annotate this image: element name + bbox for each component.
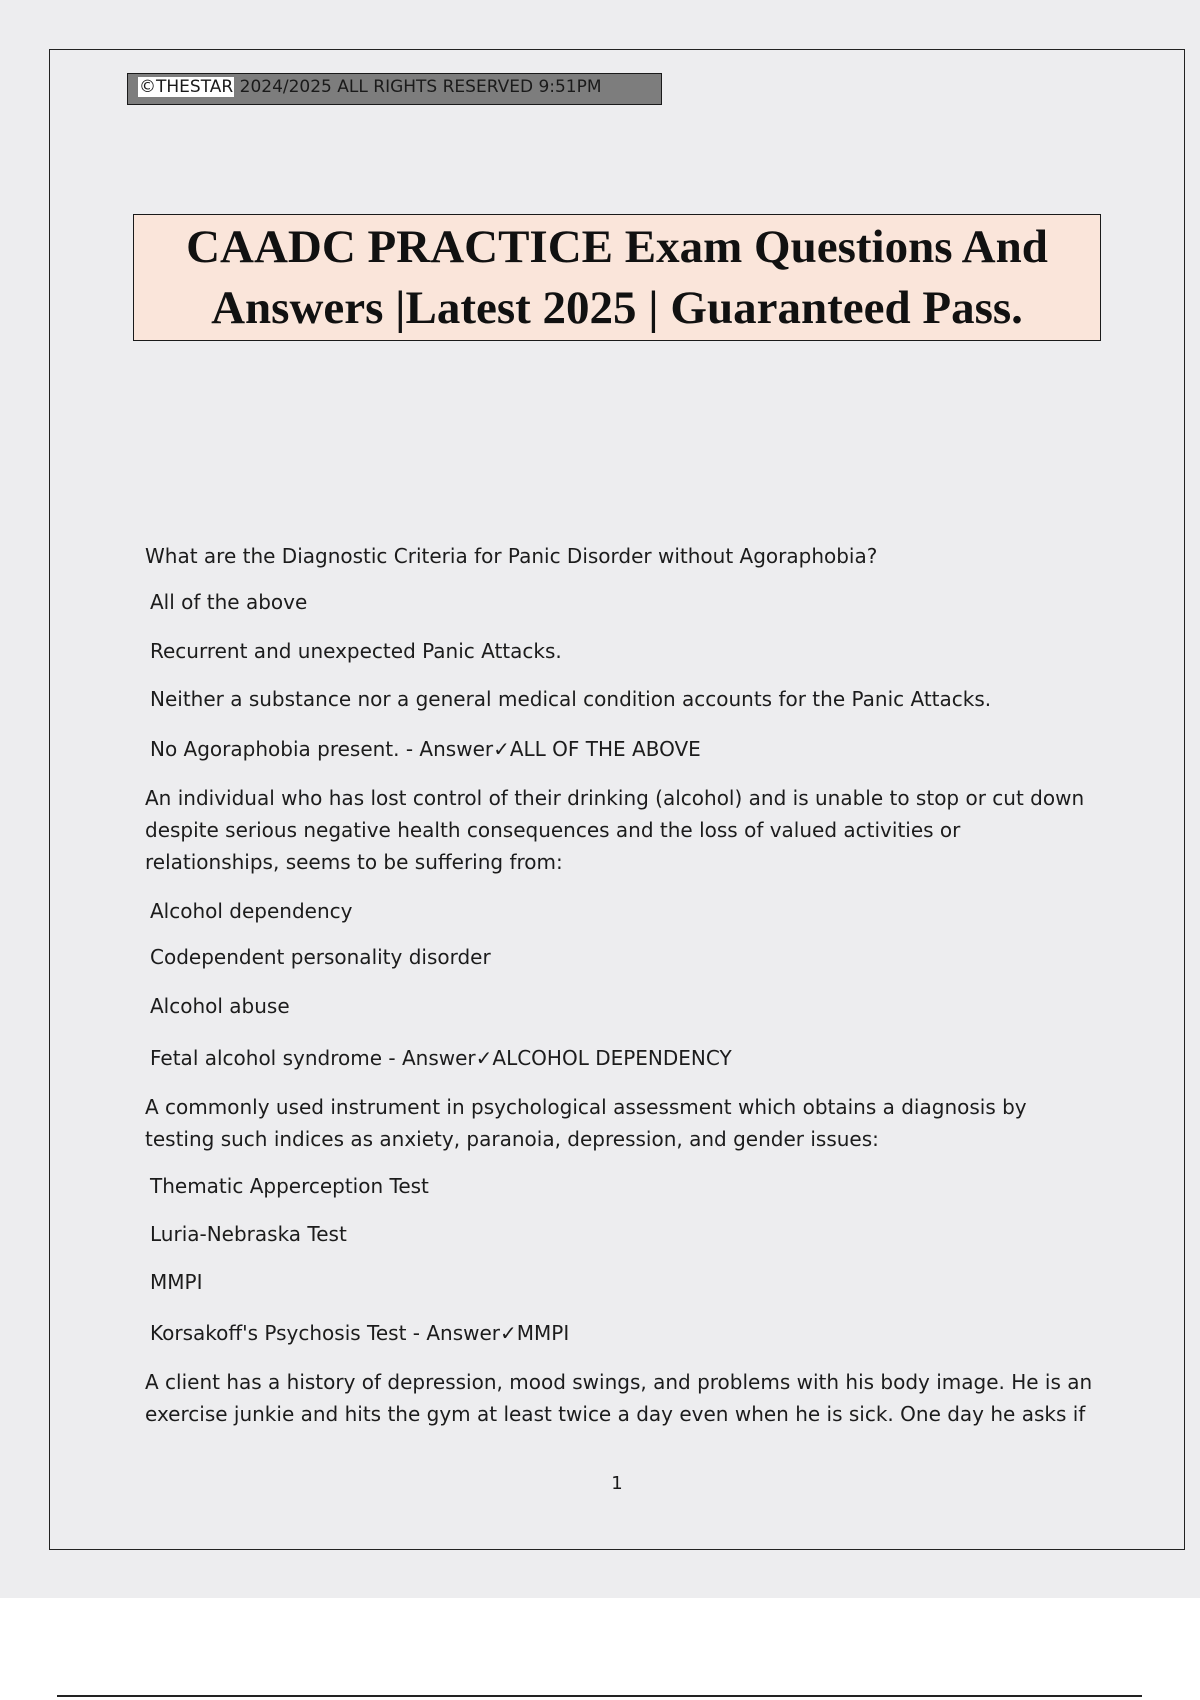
question-1-option-3: Neither a substance nor a general medical condition accounts for the Panic Attacks. — [150, 687, 992, 711]
question-2-option-1: Alcohol dependency — [150, 899, 353, 923]
question-3-option-3: MMPI — [150, 1270, 203, 1294]
question-3-option-2: Luria-Nebraska Test — [150, 1222, 347, 1246]
question-4-text: A client has a history of depression, mood swings, and problems with his body image. He is an exercise junkie and hits the gym at least twice a day even when he is sick. One day he asks if — [145, 1370, 1093, 1426]
question-2-text: An individual who has lost control of their drinking (alcohol) and is unable to stop or cut down despite serious negative health consequences and the loss of valued activities or relationships, seems to be suffering from: — [145, 786, 1085, 874]
question-3-option-1: Thematic Apperception Test — [150, 1174, 429, 1198]
question-2-option-3: Alcohol abuse — [150, 994, 290, 1018]
question-3-text: A commonly used instrument in psychological assessment which obtains a diagnosis by testing such indices as anxiety, paranoia, depression, and gender issues: — [145, 1095, 1027, 1151]
title-line-1: CAADC PRACTICE Exam Questions And — [186, 221, 1048, 273]
question-3-answer: Korsakoff's Psychosis Test - Answer✓MMPI — [150, 1321, 570, 1345]
question-2-option-2: Codependent personality disorder — [150, 945, 491, 969]
copyright-text: 2024/2025 ALL RIGHTS RESERVED 9:51PM — [234, 77, 602, 97]
question-1-option-1: All of the above — [150, 590, 308, 614]
title-line-2: Answers |Latest 2025 | Guaranteed Pass. — [211, 282, 1023, 334]
question-2-answer: Fetal alcohol syndrome - Answer✓ALCOHOL DEPENDENCY — [150, 1046, 732, 1070]
document-title — [133, 214, 1101, 341]
question-1-option-2: Recurrent and unexpected Panic Attacks. — [150, 639, 562, 663]
copyright-banner — [127, 73, 662, 105]
next-page-rule — [57, 1695, 1142, 1697]
question-1-answer: No Agoraphobia present. - Answer✓ALL OF THE ABOVE — [150, 737, 701, 761]
page-number: 1 — [611, 1473, 623, 1494]
question-1-text: What are the Diagnostic Criteria for Panic Disorder without Agoraphobia? — [145, 544, 878, 568]
next-page-top — [0, 1598, 1200, 1700]
copyright-brand: ©THESTAR — [139, 77, 234, 97]
